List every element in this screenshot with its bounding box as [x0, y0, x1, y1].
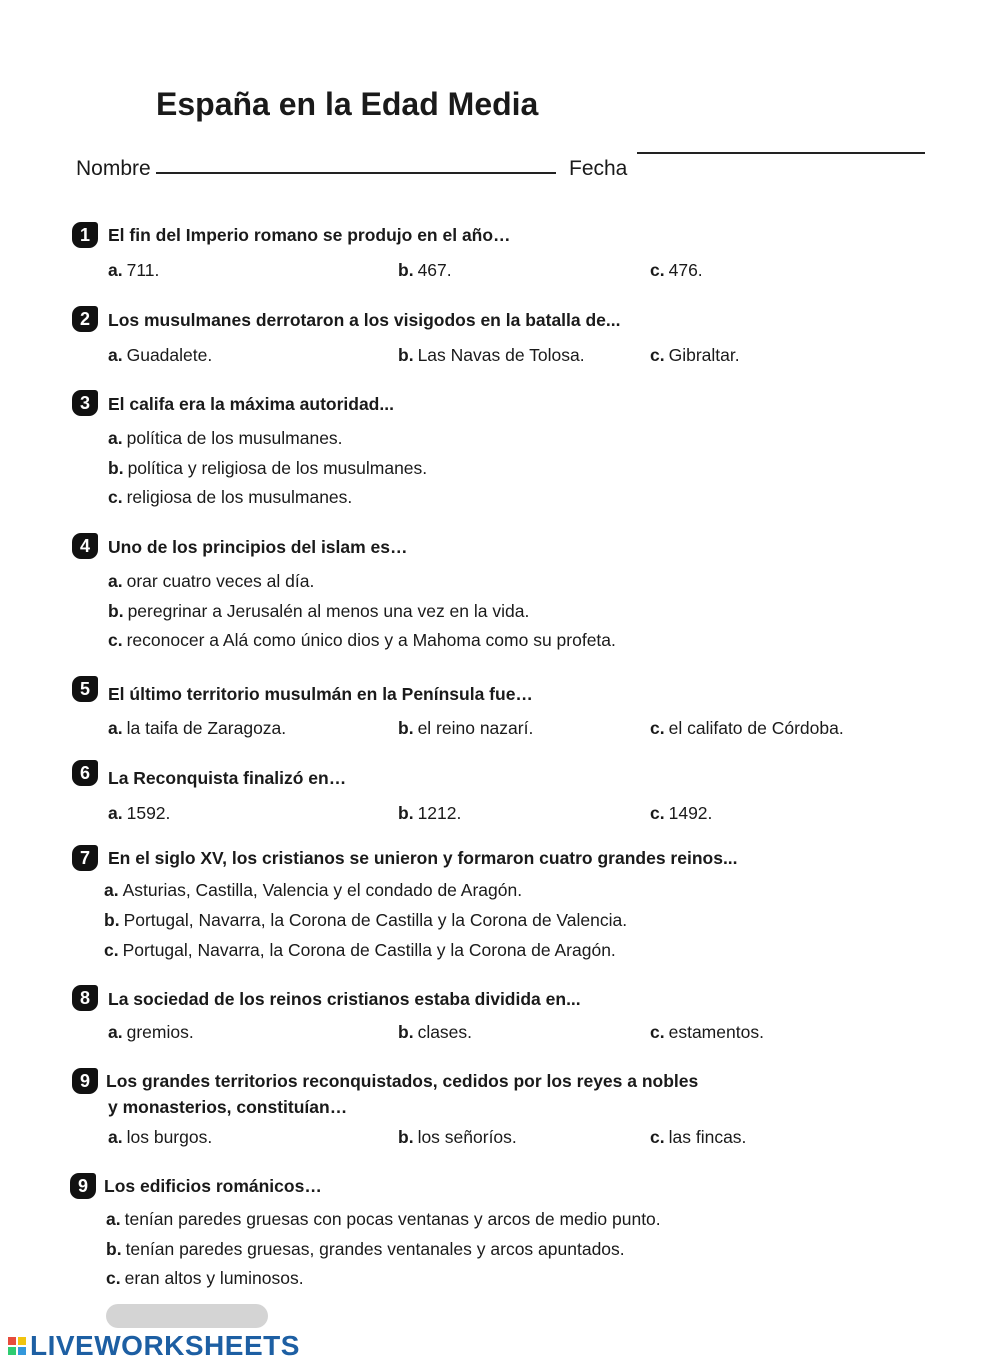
question-3-option-a[interactable]: a. política de los musulmanes.	[108, 428, 343, 448]
question-2-option-a[interactable]: a. Guadalete.	[108, 345, 213, 365]
question-10-option-a[interactable]: a. tenían paredes gruesas con pocas ventanas y arcos de medio punto.	[106, 1209, 661, 1229]
question-3-option-c[interactable]: c. religiosa de los musulmanes.	[108, 487, 353, 507]
question-8-option-b[interactable]: b. clases.	[398, 1022, 473, 1042]
question-9-text-line2: y monasterios, constituían…	[108, 1097, 348, 1117]
question-1-option-b[interactable]: b. 467.	[398, 260, 452, 280]
worksheet-title: España en la Edad Media	[156, 86, 539, 122]
question-2-option-b[interactable]: b. Las Navas de Tolosa.	[398, 345, 585, 365]
question-1-option-a[interactable]: a. 711.	[108, 260, 160, 280]
question-9-option-c[interactable]: c. las fincas.	[650, 1127, 747, 1147]
question-4-option-b[interactable]: b. peregrinar a Jerusalén al menos una vez en la vida.	[108, 601, 530, 621]
question-10-option-c[interactable]: c. eran altos y luminosos.	[106, 1268, 304, 1288]
question-10-text: Los edificios románicos…	[104, 1176, 322, 1196]
question-1-option-c[interactable]: c. 476.	[650, 260, 703, 280]
question-8-option-c[interactable]: c. estamentos.	[650, 1022, 764, 1042]
question-2-option-c[interactable]: c. Gibraltar.	[650, 345, 740, 365]
question-9-option-a[interactable]: a. los burgos.	[108, 1127, 213, 1147]
question-5-option-a[interactable]: a. la taifa de Zaragoza.	[108, 718, 287, 738]
question-5-option-b[interactable]: b. el reino nazarí.	[398, 718, 534, 738]
liveworksheets-logo	[8, 1330, 300, 1362]
question-7-option-a[interactable]: a. Asturias, Castilla, Valencia y el condado de Aragón.	[104, 880, 523, 900]
question-6-text: La Reconquista finalizó en…	[108, 768, 347, 788]
brand-text: LIVEWORKSHEETS	[30, 1330, 300, 1361]
logo-blocks-icon	[8, 1337, 26, 1355]
question-3-option-b[interactable]: b. política y religiosa de los musulmanes.	[108, 458, 428, 478]
question-7-badge: 7	[72, 845, 98, 871]
question-8-option-a[interactable]: a. gremios.	[108, 1022, 194, 1042]
question-6-option-b[interactable]: b. 1212.	[398, 803, 462, 823]
question-8-badge: 8	[72, 985, 98, 1011]
name-label: Nombre	[76, 157, 151, 180]
question-5-option-c[interactable]: c. el califato de Córdoba.	[650, 718, 844, 738]
question-6-option-a[interactable]: a. 1592.	[108, 803, 171, 823]
question-7-text: En el siglo XV, los cristianos se unieron y formaron cuatro grandes reinos...	[108, 848, 738, 868]
question-6-badge: 6	[72, 760, 98, 786]
finish-bar[interactable]	[106, 1304, 268, 1328]
question-3-text: El califa era la máxima autoridad...	[108, 394, 394, 414]
question-2-badge: 2	[72, 306, 98, 332]
question-1-text: El fin del Imperio romano se produjo en el año…	[108, 225, 511, 245]
question-10-badge: 9	[70, 1173, 96, 1199]
question-1-badge: 1	[72, 222, 98, 248]
question-3-badge: 3	[72, 390, 98, 416]
question-9-option-b[interactable]: b. los señoríos.	[398, 1127, 517, 1147]
question-4-badge: 4	[72, 533, 98, 559]
date-input-line[interactable]	[637, 152, 925, 154]
question-6-option-c[interactable]: c. 1492.	[650, 803, 713, 823]
question-9-badge: 9	[72, 1068, 98, 1094]
name-input-line[interactable]	[156, 172, 556, 174]
question-8-text: La sociedad de los reinos cristianos estaba dividida en...	[108, 989, 581, 1009]
question-7-option-c[interactable]: c. Portugal, Navarra, la Corona de Castilla y la Corona de Aragón.	[104, 940, 616, 960]
question-4-text: Uno de los principios del islam es…	[108, 537, 408, 557]
question-9-text: Los grandes territorios reconquistados, cedidos por los reyes a nobles	[106, 1071, 699, 1091]
date-label: Fecha	[569, 157, 628, 180]
question-5-badge: 5	[72, 676, 98, 702]
question-5-text: El último territorio musulmán en la Península fue…	[108, 684, 533, 704]
question-4-option-c[interactable]: c. reconocer a Alá como único dios y a Mahoma como su profeta.	[108, 630, 616, 650]
question-4-option-a[interactable]: a. orar cuatro veces al día.	[108, 571, 315, 591]
question-7-option-b[interactable]: b. Portugal, Navarra, la Corona de Castilla y la Corona de Valencia.	[104, 910, 628, 930]
question-2-text: Los musulmanes derrotaron a los visigodos en la batalla de...	[108, 310, 621, 330]
question-10-option-b[interactable]: b. tenían paredes gruesas, grandes ventanales y arcos apuntados.	[106, 1239, 625, 1259]
